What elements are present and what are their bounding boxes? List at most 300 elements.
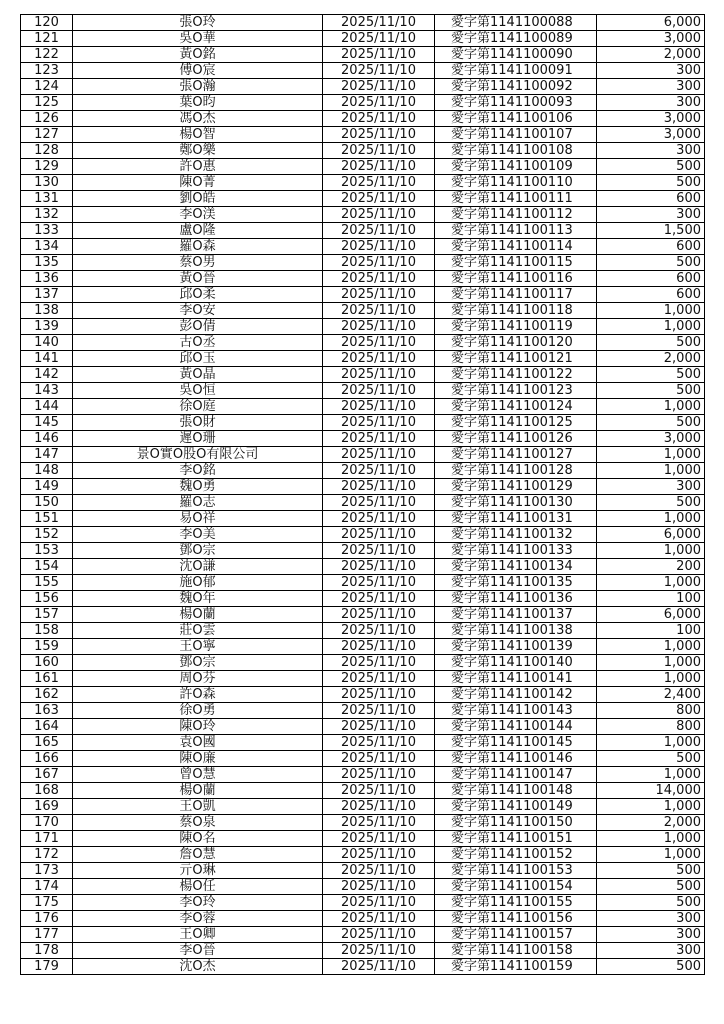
- row-number: 146: [21, 431, 73, 447]
- donation-amount: 6,000: [597, 527, 705, 543]
- row-number: 174: [21, 879, 73, 895]
- table-row: [21, 655, 705, 671]
- donation-amount: 300: [597, 911, 705, 927]
- donor-name: 邱O柔: [73, 287, 323, 303]
- donor-name: 魏O勇: [73, 479, 323, 495]
- receipt-date: 2025/11/10: [323, 79, 435, 95]
- table-row: [21, 559, 705, 575]
- table-row: [21, 463, 705, 479]
- table-row: [21, 143, 705, 159]
- table-row: [21, 863, 705, 879]
- donor-name: 易O祥: [73, 511, 323, 527]
- table-row: [21, 671, 705, 687]
- donation-amount: 3,000: [597, 127, 705, 143]
- receipt-date: 2025/11/10: [323, 719, 435, 735]
- receipt-date: 2025/11/10: [323, 271, 435, 287]
- receipt-number: 愛字第1141100138: [435, 623, 597, 639]
- row-number: 141: [21, 351, 73, 367]
- donor-name: 李O銘: [73, 463, 323, 479]
- receipt-number: 愛字第1141100151: [435, 831, 597, 847]
- receipt-date: 2025/11/10: [323, 351, 435, 367]
- receipt-number: 愛字第1141100149: [435, 799, 597, 815]
- donation-amount: 500: [597, 959, 705, 975]
- receipt-date: 2025/11/10: [323, 879, 435, 895]
- row-number: 138: [21, 303, 73, 319]
- donor-name: 楊O蘭: [73, 607, 323, 623]
- row-number: 175: [21, 895, 73, 911]
- receipt-date: 2025/11/10: [323, 959, 435, 975]
- donor-name: 馮O杰: [73, 111, 323, 127]
- table-row: [21, 767, 705, 783]
- table-row: [21, 623, 705, 639]
- donation-amount: 14,000: [597, 783, 705, 799]
- row-number: 151: [21, 511, 73, 527]
- donation-amount: 1,000: [597, 847, 705, 863]
- donor-name: 徐O勇: [73, 703, 323, 719]
- row-number: 140: [21, 335, 73, 351]
- donor-name: 許O惠: [73, 159, 323, 175]
- table-row: [21, 927, 705, 943]
- row-number: 170: [21, 815, 73, 831]
- donation-amount: 2,400: [597, 687, 705, 703]
- donor-name: 李O蓉: [73, 911, 323, 927]
- row-number: 134: [21, 239, 73, 255]
- donor-name: 景O實O股O有限公司: [73, 447, 323, 463]
- row-number: 166: [21, 751, 73, 767]
- donor-name: 李O美: [73, 527, 323, 543]
- row-number: 122: [21, 47, 73, 63]
- donation-amount: 200: [597, 559, 705, 575]
- receipt-number: 愛字第1141100147: [435, 767, 597, 783]
- receipt-date: 2025/11/10: [323, 207, 435, 223]
- receipt-number: 愛字第1141100157: [435, 927, 597, 943]
- row-number: 154: [21, 559, 73, 575]
- receipt-number: 愛字第1141100142: [435, 687, 597, 703]
- table-row: [21, 47, 705, 63]
- donor-name: 邱O玉: [73, 351, 323, 367]
- donor-name: 詹O慧: [73, 847, 323, 863]
- receipt-number: 愛字第1141100153: [435, 863, 597, 879]
- donation-amount: 300: [597, 79, 705, 95]
- receipt-number: 愛字第1141100128: [435, 463, 597, 479]
- receipt-number: 愛字第1141100107: [435, 127, 597, 143]
- donor-name: 鄧O宗: [73, 655, 323, 671]
- donor-name: 徐O庭: [73, 399, 323, 415]
- row-number: 120: [21, 15, 73, 31]
- receipt-number: 愛字第1141100109: [435, 159, 597, 175]
- table-row: [21, 415, 705, 431]
- donation-amount: 500: [597, 863, 705, 879]
- receipt-number: 愛字第1141100148: [435, 783, 597, 799]
- donation-amount: 3,000: [597, 31, 705, 47]
- receipt-number: 愛字第1141100119: [435, 319, 597, 335]
- receipt-date: 2025/11/10: [323, 655, 435, 671]
- table-row: [21, 847, 705, 863]
- donor-name: 楊O任: [73, 879, 323, 895]
- donor-name: 李O渼: [73, 207, 323, 223]
- donation-amount: 600: [597, 239, 705, 255]
- row-number: 157: [21, 607, 73, 623]
- table-row: [21, 255, 705, 271]
- table-row: [21, 271, 705, 287]
- table-row: [21, 111, 705, 127]
- receipt-date: 2025/11/10: [323, 287, 435, 303]
- donor-name: 盧O隆: [73, 223, 323, 239]
- receipt-number: 愛字第1141100140: [435, 655, 597, 671]
- receipt-date: 2025/11/10: [323, 15, 435, 31]
- receipt-number: 愛字第1141100127: [435, 447, 597, 463]
- row-number: 167: [21, 767, 73, 783]
- donation-amount: 1,500: [597, 223, 705, 239]
- receipt-number: 愛字第1141100121: [435, 351, 597, 367]
- row-number: 144: [21, 399, 73, 415]
- table-row: [21, 943, 705, 959]
- donor-name: 沈O謙: [73, 559, 323, 575]
- row-number: 158: [21, 623, 73, 639]
- donor-name: 鄭O樂: [73, 143, 323, 159]
- donor-name: 施O郁: [73, 575, 323, 591]
- receipt-number: 愛字第1141100118: [435, 303, 597, 319]
- row-number: 161: [21, 671, 73, 687]
- receipt-number: 愛字第1141100115: [435, 255, 597, 271]
- receipt-number: 愛字第1141100145: [435, 735, 597, 751]
- donor-name: 袁O國: [73, 735, 323, 751]
- table-row: [21, 959, 705, 975]
- receipt-date: 2025/11/10: [323, 399, 435, 415]
- table-row: [21, 63, 705, 79]
- row-number: 145: [21, 415, 73, 431]
- donation-amount: 500: [597, 159, 705, 175]
- donation-amount: 800: [597, 719, 705, 735]
- row-number: 168: [21, 783, 73, 799]
- table-row: [21, 703, 705, 719]
- receipt-number: 愛字第1141100124: [435, 399, 597, 415]
- row-number: 160: [21, 655, 73, 671]
- receipt-number: 愛字第1141100113: [435, 223, 597, 239]
- donation-amount: 1,000: [597, 655, 705, 671]
- receipt-date: 2025/11/10: [323, 623, 435, 639]
- row-number: 133: [21, 223, 73, 239]
- donation-amount: 1,000: [597, 735, 705, 751]
- row-number: 142: [21, 367, 73, 383]
- receipt-date: 2025/11/10: [323, 687, 435, 703]
- donor-name: 吳O恒: [73, 383, 323, 399]
- donor-name: 楊O智: [73, 127, 323, 143]
- receipt-number: 愛字第1141100132: [435, 527, 597, 543]
- donation-amount: 2,000: [597, 47, 705, 63]
- donor-name: 魏O年: [73, 591, 323, 607]
- receipt-date: 2025/11/10: [323, 31, 435, 47]
- receipt-number: 愛字第1141100154: [435, 879, 597, 895]
- receipt-number: 愛字第1141100125: [435, 415, 597, 431]
- receipt-date: 2025/11/10: [323, 303, 435, 319]
- table-row: [21, 591, 705, 607]
- receipt-number: 愛字第1141100112: [435, 207, 597, 223]
- donor-name: 吳O華: [73, 31, 323, 47]
- donation-amount: 1,000: [597, 463, 705, 479]
- donation-amount: 1,000: [597, 303, 705, 319]
- receipt-date: 2025/11/10: [323, 95, 435, 111]
- donor-name: 古O丞: [73, 335, 323, 351]
- donation-amount: 500: [597, 255, 705, 271]
- receipt-number: 愛字第1141100155: [435, 895, 597, 911]
- row-number: 169: [21, 799, 73, 815]
- donation-table-body: [21, 15, 705, 975]
- receipt-number: 愛字第1141100150: [435, 815, 597, 831]
- row-number: 150: [21, 495, 73, 511]
- donor-name: 王O卿: [73, 927, 323, 943]
- row-number: 143: [21, 383, 73, 399]
- donation-amount: 6,000: [597, 15, 705, 31]
- donor-name: 王O凱: [73, 799, 323, 815]
- table-row: [21, 399, 705, 415]
- receipt-date: 2025/11/10: [323, 863, 435, 879]
- donor-name: 黃O銘: [73, 47, 323, 63]
- table-row: [21, 191, 705, 207]
- donor-name: 傅O宸: [73, 63, 323, 79]
- receipt-date: 2025/11/10: [323, 943, 435, 959]
- receipt-date: 2025/11/10: [323, 479, 435, 495]
- donation-amount: 600: [597, 287, 705, 303]
- donation-amount: 300: [597, 63, 705, 79]
- receipt-date: 2025/11/10: [323, 703, 435, 719]
- donation-amount: 500: [597, 175, 705, 191]
- row-number: 163: [21, 703, 73, 719]
- receipt-number: 愛字第1141100144: [435, 719, 597, 735]
- donation-amount: 1,000: [597, 399, 705, 415]
- donor-name: 周O芬: [73, 671, 323, 687]
- receipt-number: 愛字第1141100093: [435, 95, 597, 111]
- receipt-date: 2025/11/10: [323, 367, 435, 383]
- donor-name: 楊O蘭: [73, 783, 323, 799]
- table-row: [21, 79, 705, 95]
- table-row: [21, 31, 705, 47]
- donation-amount: 500: [597, 751, 705, 767]
- receipt-number: 愛字第1141100114: [435, 239, 597, 255]
- donation-amount: 3,000: [597, 431, 705, 447]
- donation-amount: 1,000: [597, 671, 705, 687]
- table-row: [21, 287, 705, 303]
- table-row: [21, 527, 705, 543]
- donation-amount: 500: [597, 895, 705, 911]
- receipt-date: 2025/11/10: [323, 799, 435, 815]
- donor-name: 劉O皓: [73, 191, 323, 207]
- row-number: 123: [21, 63, 73, 79]
- table-row: [21, 831, 705, 847]
- donor-name: 蔡O泉: [73, 815, 323, 831]
- row-number: 149: [21, 479, 73, 495]
- donor-name: 亓O琳: [73, 863, 323, 879]
- table-row: [21, 511, 705, 527]
- donation-amount: 500: [597, 415, 705, 431]
- receipt-date: 2025/11/10: [323, 751, 435, 767]
- receipt-number: 愛字第1141100110: [435, 175, 597, 191]
- receipt-date: 2025/11/10: [323, 63, 435, 79]
- donor-name: 張O玲: [73, 15, 323, 31]
- donation-amount: 6,000: [597, 607, 705, 623]
- row-number: 171: [21, 831, 73, 847]
- table-row: [21, 223, 705, 239]
- donation-amount: 1,000: [597, 767, 705, 783]
- donor-name: 陳O菁: [73, 175, 323, 191]
- receipt-date: 2025/11/10: [323, 495, 435, 511]
- receipt-number: 愛字第1141100126: [435, 431, 597, 447]
- receipt-date: 2025/11/10: [323, 47, 435, 63]
- receipt-date: 2025/11/10: [323, 415, 435, 431]
- table-row: [21, 383, 705, 399]
- receipt-date: 2025/11/10: [323, 463, 435, 479]
- receipt-number: 愛字第1141100133: [435, 543, 597, 559]
- receipt-number: 愛字第1141100129: [435, 479, 597, 495]
- receipt-number: 愛字第1141100111: [435, 191, 597, 207]
- row-number: 137: [21, 287, 73, 303]
- donation-amount: 1,000: [597, 639, 705, 655]
- table-row: [21, 207, 705, 223]
- receipt-date: 2025/11/10: [323, 431, 435, 447]
- receipt-number: 愛字第1141100117: [435, 287, 597, 303]
- table-row: [21, 879, 705, 895]
- donor-name: 遲O珊: [73, 431, 323, 447]
- donation-amount: 500: [597, 367, 705, 383]
- donation-amount: 500: [597, 335, 705, 351]
- donation-amount: 1,000: [597, 447, 705, 463]
- donation-amount: 1,000: [597, 543, 705, 559]
- row-number: 147: [21, 447, 73, 463]
- row-number: 178: [21, 943, 73, 959]
- row-number: 177: [21, 927, 73, 943]
- receipt-date: 2025/11/10: [323, 735, 435, 751]
- donor-name: 莊O雲: [73, 623, 323, 639]
- row-number: 131: [21, 191, 73, 207]
- donor-name: 鄧O宗: [73, 543, 323, 559]
- table-row: [21, 351, 705, 367]
- donor-name: 蔡O男: [73, 255, 323, 271]
- donor-name: 沈O杰: [73, 959, 323, 975]
- table-row: [21, 783, 705, 799]
- table-row: [21, 479, 705, 495]
- table-row: [21, 303, 705, 319]
- donor-name: 彭O倩: [73, 319, 323, 335]
- receipt-number: 愛字第1141100152: [435, 847, 597, 863]
- donor-name: 黃O晶: [73, 367, 323, 383]
- donor-name: 曾O慧: [73, 767, 323, 783]
- donation-amount: 500: [597, 495, 705, 511]
- table-row: [21, 751, 705, 767]
- donation-amount: 100: [597, 591, 705, 607]
- donation-amount: 100: [597, 623, 705, 639]
- receipt-date: 2025/11/10: [323, 335, 435, 351]
- receipt-date: 2025/11/10: [323, 511, 435, 527]
- donor-name: 張O財: [73, 415, 323, 431]
- table-row: [21, 159, 705, 175]
- donation-amount: 300: [597, 143, 705, 159]
- table-row: [21, 799, 705, 815]
- receipt-date: 2025/11/10: [323, 383, 435, 399]
- donor-name: 王O寧: [73, 639, 323, 655]
- donation-amount: 2,000: [597, 351, 705, 367]
- table-row: [21, 367, 705, 383]
- receipt-date: 2025/11/10: [323, 111, 435, 127]
- receipt-date: 2025/11/10: [323, 783, 435, 799]
- receipt-date: 2025/11/10: [323, 639, 435, 655]
- row-number: 139: [21, 319, 73, 335]
- receipt-date: 2025/11/10: [323, 143, 435, 159]
- row-number: 128: [21, 143, 73, 159]
- row-number: 162: [21, 687, 73, 703]
- receipt-date: 2025/11/10: [323, 255, 435, 271]
- receipt-date: 2025/11/10: [323, 239, 435, 255]
- donor-name: 陳O名: [73, 831, 323, 847]
- donation-amount: 500: [597, 879, 705, 895]
- table-row: [21, 15, 705, 31]
- receipt-number: 愛字第1141100143: [435, 703, 597, 719]
- donation-amount: 300: [597, 207, 705, 223]
- receipt-number: 愛字第1141100146: [435, 751, 597, 767]
- donor-name: 羅O志: [73, 495, 323, 511]
- receipt-date: 2025/11/10: [323, 767, 435, 783]
- row-number: 148: [21, 463, 73, 479]
- table-row: [21, 815, 705, 831]
- donation-amount: 1,000: [597, 319, 705, 335]
- row-number: 126: [21, 111, 73, 127]
- table-row: [21, 687, 705, 703]
- table-row: [21, 239, 705, 255]
- table-row: [21, 319, 705, 335]
- receipt-date: 2025/11/10: [323, 127, 435, 143]
- receipt-date: 2025/11/10: [323, 815, 435, 831]
- receipt-date: 2025/11/10: [323, 831, 435, 847]
- row-number: 153: [21, 543, 73, 559]
- row-number: 176: [21, 911, 73, 927]
- row-number: 155: [21, 575, 73, 591]
- receipt-number: 愛字第1141100108: [435, 143, 597, 159]
- receipt-number: 愛字第1141100120: [435, 335, 597, 351]
- receipt-number: 愛字第1141100130: [435, 495, 597, 511]
- receipt-number: 愛字第1141100092: [435, 79, 597, 95]
- donor-name: 黃O晉: [73, 271, 323, 287]
- table-row: [21, 575, 705, 591]
- receipt-number: 愛字第1141100156: [435, 911, 597, 927]
- table-row: [21, 95, 705, 111]
- row-number: 130: [21, 175, 73, 191]
- row-number: 159: [21, 639, 73, 655]
- donation-table: [20, 14, 705, 975]
- donor-name: 李O安: [73, 303, 323, 319]
- receipt-date: 2025/11/10: [323, 447, 435, 463]
- table-row: [21, 495, 705, 511]
- donation-amount: 2,000: [597, 815, 705, 831]
- donation-amount: 300: [597, 95, 705, 111]
- donor-name: 葉O昀: [73, 95, 323, 111]
- donor-name: 陳O廉: [73, 751, 323, 767]
- row-number: 127: [21, 127, 73, 143]
- receipt-number: 愛字第1141100135: [435, 575, 597, 591]
- row-number: 136: [21, 271, 73, 287]
- receipt-number: 愛字第1141100089: [435, 31, 597, 47]
- row-number: 135: [21, 255, 73, 271]
- row-number: 129: [21, 159, 73, 175]
- receipt-date: 2025/11/10: [323, 527, 435, 543]
- receipt-date: 2025/11/10: [323, 895, 435, 911]
- receipt-number: 愛字第1141100106: [435, 111, 597, 127]
- receipt-number: 愛字第1141100139: [435, 639, 597, 655]
- donation-amount: 1,000: [597, 511, 705, 527]
- row-number: 121: [21, 31, 73, 47]
- donation-amount: 600: [597, 271, 705, 287]
- row-number: 132: [21, 207, 73, 223]
- receipt-date: 2025/11/10: [323, 543, 435, 559]
- receipt-date: 2025/11/10: [323, 559, 435, 575]
